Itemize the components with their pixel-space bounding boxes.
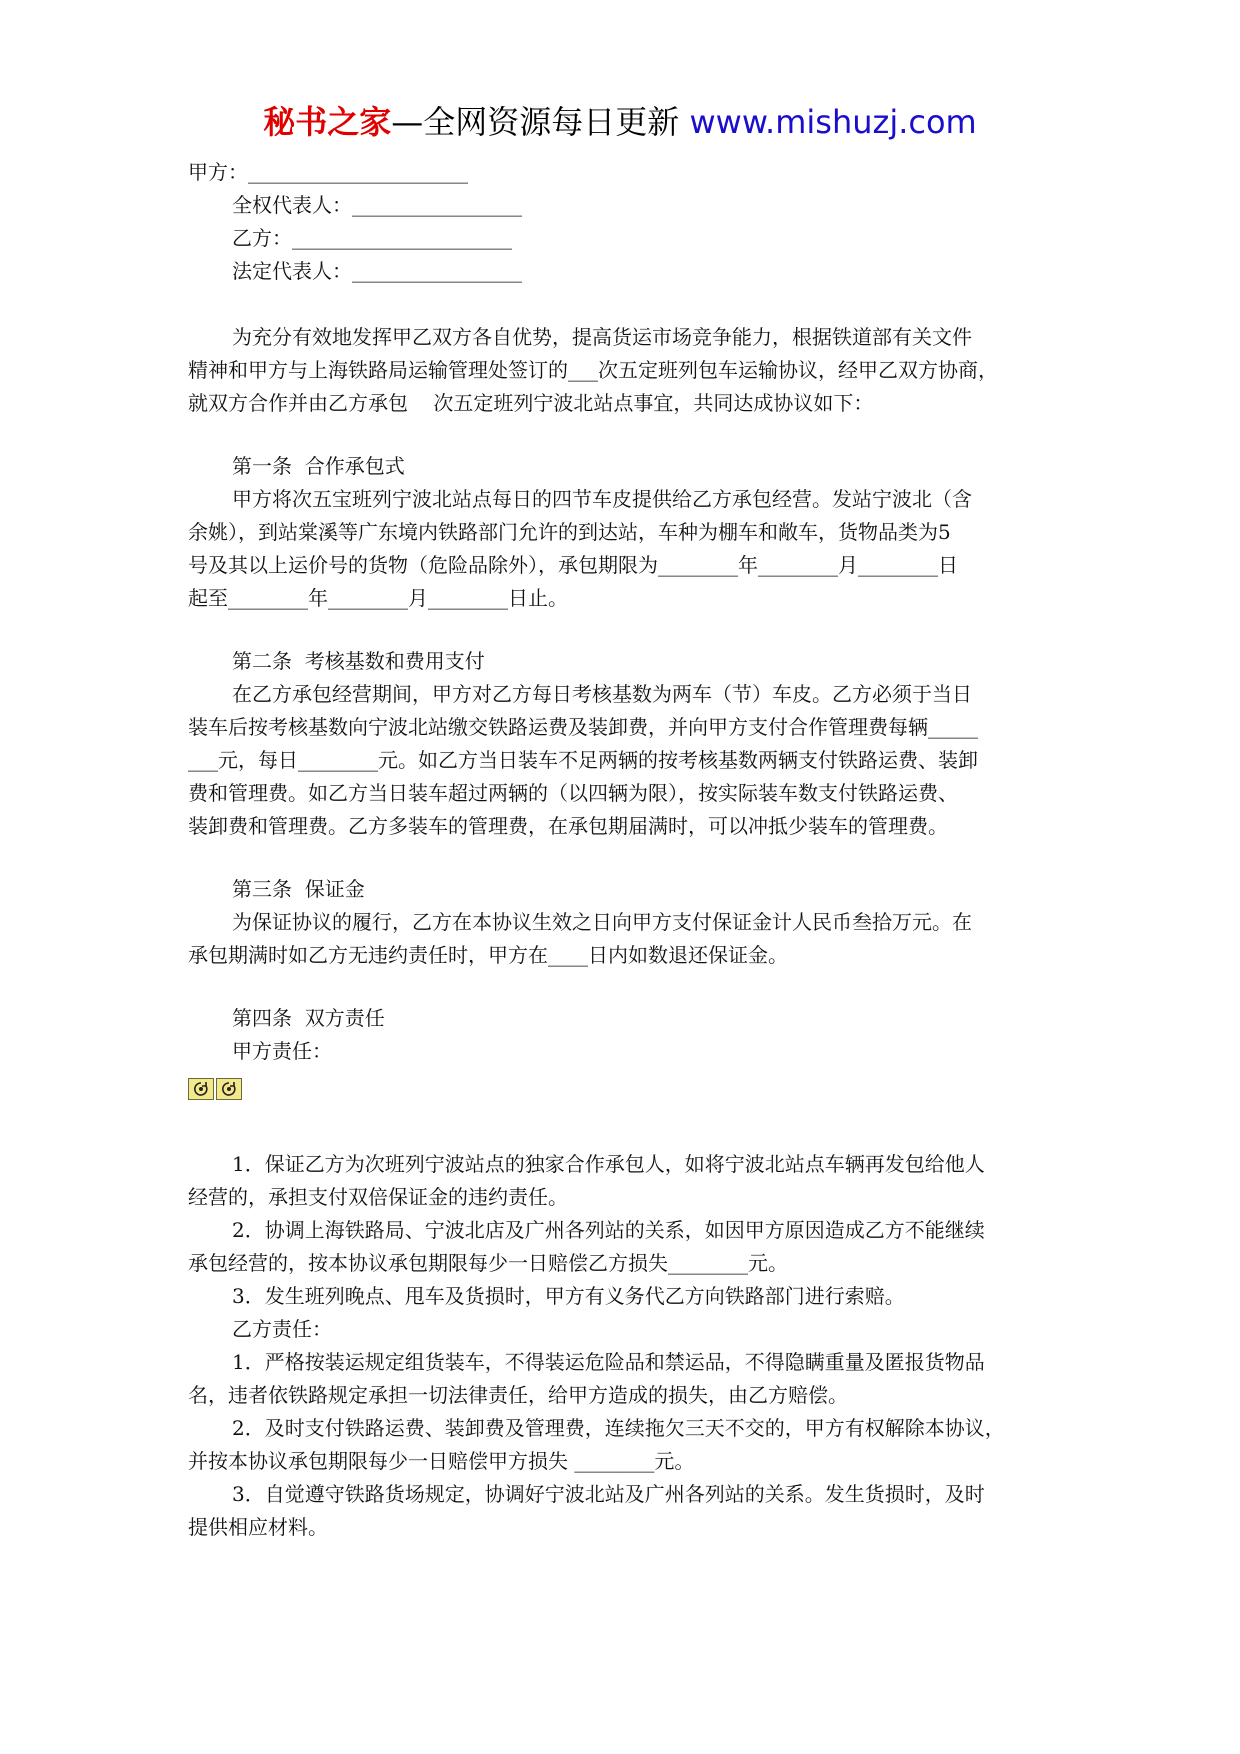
article-3-line: 为保证协议的履行，乙方在本协议生效之日向甲方支付保证金计人民币叁拾万元。在: [232, 910, 972, 934]
party-b-duty-line: 1．严格按装运规定组货装车，不得装运危险品和禁运品，不得隐瞒重量及匿报货物品: [232, 1350, 985, 1374]
article-2-line: ___元，每日________元。如乙方当日装车不足两辆的按考核基数两辆支付铁路运费、装卸: [188, 748, 978, 772]
article-2-line: 装车后按考核基数向宁波北站缴交铁路运费及装卸费，并向甲方支付合作管理费每辆_____: [188, 715, 978, 739]
party-a-duties-heading: 甲方责任：: [232, 1039, 332, 1063]
party-a-duty-line: 1．保证乙方为次班列宁波站点的独家合作承包人，如将宁波北站点车辆再发包给他人: [232, 1152, 985, 1176]
embedded-icons: [188, 1078, 1063, 1100]
party-a-duty-line: 3．发生班列晚点、甩车及货损时，甲方有义务代乙方向铁路部门进行索赔。: [232, 1284, 905, 1308]
article-3-line: 承包期满时如乙方无违约责任时，甲方在____日内如数退还保证金。: [188, 943, 788, 967]
party-b-duty-line: 2．及时支付铁路运费、装卸费及管理费，连续拖欠三天不交的，甲方有权解除本协议，: [232, 1416, 1005, 1440]
party-b-line: 乙方：______________________: [232, 226, 512, 250]
banner-brand: 秘书之家: [263, 103, 392, 141]
party-a-duty-line: 2．协调上海铁路局、宁波北店及广州各列站的关系，如因甲方原因造成乙方不能继续: [232, 1218, 985, 1242]
party-a-representative-line: 全权代表人：_________________: [232, 193, 522, 217]
party-b-duty-line: 并按本协议承包期限每少一日赔偿甲方损失 ________元。: [188, 1449, 695, 1473]
intro-line: 就双方合作并由乙方承包 次五定班列宁波北站点事宜，共同达成协议如下：: [188, 391, 874, 415]
article-2-line: 费和管理费。如乙方当日装车超过两辆的（以四辆为限），按实际装车数支付铁路运费、: [188, 781, 958, 805]
article-4-title: 第四条 双方责任: [232, 1006, 385, 1030]
article-1-line: 号及其以上运价号的货物（危险品除外），承包期限为________年________月________日: [188, 553, 958, 577]
party-a-duty-line: 承包经营的，按本协议承包期限每少一日赔偿乙方损失________元。: [188, 1251, 788, 1275]
contract-body: [188, 156, 1063, 1544]
link-icon[interactable]: [188, 1078, 214, 1100]
party-a-duty-line: 经营的，承担支付双倍保证金的违约责任。: [188, 1185, 568, 1209]
site-banner: [0, 102, 1240, 142]
article-2-line: 在乙方承包经营期间，甲方对乙方每日考核基数为两车（节）车皮。乙方必须于当日: [232, 682, 972, 706]
intro-line: 为充分有效地发挥甲乙双方各自优势，提高货运市场竞争能力，根据铁道部有关文件: [232, 325, 972, 349]
party-b-duties-heading: 乙方责任：: [232, 1317, 332, 1341]
party-b-duty-line: 3．自觉遵守铁路货场规定，协调好宁波北站及广州各列站的关系。发生货损时，及时: [232, 1482, 985, 1506]
article-1-title: 第一条 合作承包式: [232, 454, 405, 478]
party-b-duty-line: 名，违者依铁路规定承担一切法律责任，给甲方造成的损失，由乙方赔偿。: [188, 1383, 848, 1407]
party-b-duty-line: 提供相应材料。: [188, 1515, 328, 1539]
article-1-line: 甲方将次五宝班列宁波北站点每日的四节车皮提供给乙方承包经营。发站宁波北（含: [232, 487, 972, 511]
article-1-line: 余姚），到站棠溪等广东境内铁路部门允许的到达站，车种为棚车和敞车，货物品类为5: [188, 520, 951, 544]
article-1-line: 起至________年________月________日止。: [188, 586, 568, 610]
link-icon[interactable]: [216, 1078, 242, 1100]
article-2-line: 装卸费和管理费。乙方多装车的管理费，在承包期届满时，可以冲抵少装车的管理费。: [188, 814, 948, 838]
banner-tagline: —全网资源每日更新: [391, 103, 690, 141]
article-2-title: 第二条 考核基数和费用支付: [232, 649, 485, 673]
intro-line: 精神和甲方与上海铁路局运输管理处签订的___次五定班列包车运输协议，经甲乙双方协商，: [188, 358, 998, 382]
banner-url-link[interactable]: www.mishuzj.com: [689, 103, 977, 141]
article-3-title: 第三条 保证金: [232, 877, 365, 901]
party-a-line: 甲方：______________________: [188, 160, 468, 184]
party-b-representative-line: 法定代表人：_________________: [232, 259, 522, 283]
